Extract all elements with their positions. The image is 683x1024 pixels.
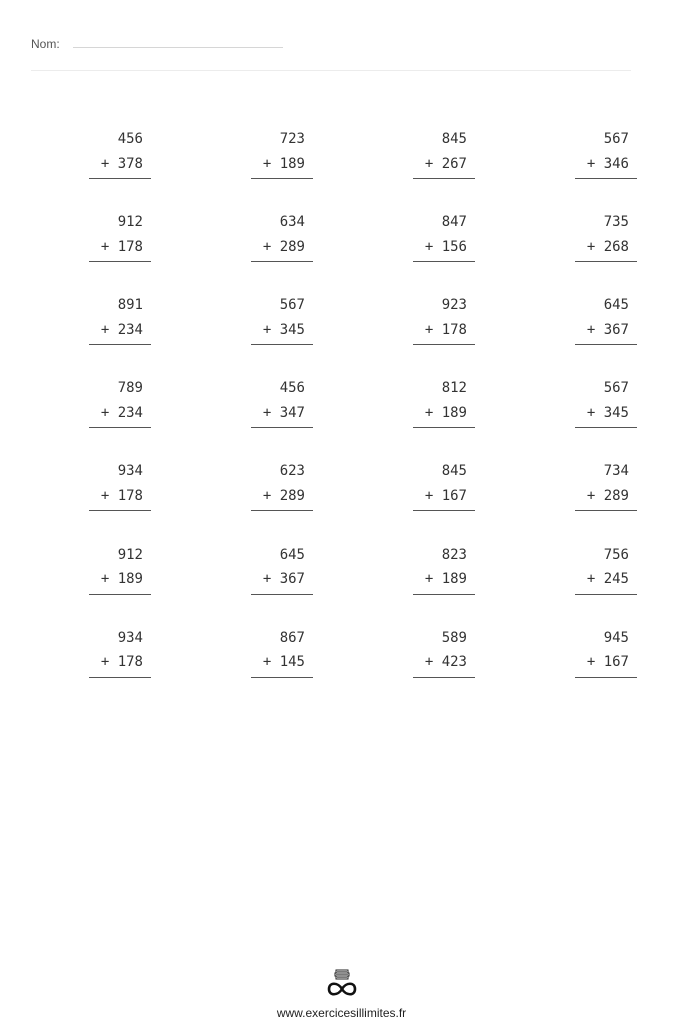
first-addend: 789 xyxy=(117,380,143,397)
sum-line xyxy=(251,178,313,179)
second-addend: 367 xyxy=(603,321,629,338)
first-addend: 734 xyxy=(603,463,629,480)
plus-operator: + xyxy=(424,404,434,421)
first-addend: 934 xyxy=(117,629,143,646)
first-addend: 845 xyxy=(441,463,467,480)
first-addend: 634 xyxy=(279,214,305,231)
first-addend: 823 xyxy=(441,546,467,563)
sum-line xyxy=(575,261,637,262)
sum-line xyxy=(251,261,313,262)
plus-operator: + xyxy=(262,571,272,587)
second-addend-row xyxy=(89,235,151,260)
addition-problem xyxy=(251,376,313,428)
sum-line xyxy=(89,677,151,678)
second-addend: 178 xyxy=(117,487,143,504)
plus-operator: + xyxy=(262,321,272,338)
second-addend-row xyxy=(251,318,313,343)
second-addend-row xyxy=(89,567,151,592)
sum-line xyxy=(575,344,637,345)
addition-problem xyxy=(413,293,475,345)
addition-problem xyxy=(413,127,475,179)
first-addend: 845 xyxy=(441,131,467,147)
first-addend: 723 xyxy=(279,131,305,147)
second-addend: 378 xyxy=(117,155,143,172)
plus-operator: + xyxy=(262,155,272,172)
first-addend: 645 xyxy=(279,546,305,563)
second-addend-row xyxy=(251,152,313,177)
addition-problem xyxy=(89,543,151,595)
plus-operator: + xyxy=(100,404,110,421)
addition-problem xyxy=(89,626,151,678)
first-addend: 934 xyxy=(117,463,143,480)
sum-line xyxy=(413,261,475,262)
sum-line xyxy=(575,178,637,179)
addition-problem xyxy=(251,543,313,595)
second-addend-row xyxy=(575,401,637,426)
second-addend: 423 xyxy=(441,654,467,671)
second-addend: 189 xyxy=(441,571,467,587)
plus-operator: + xyxy=(262,654,272,671)
second-addend-row xyxy=(413,152,475,177)
second-addend-row xyxy=(89,484,151,509)
sum-line xyxy=(413,178,475,179)
plus-operator: + xyxy=(262,238,272,255)
sum-line xyxy=(251,594,313,595)
sum-line xyxy=(575,594,637,595)
second-addend-row xyxy=(413,567,475,592)
second-addend: 178 xyxy=(117,238,143,255)
plus-operator: + xyxy=(100,487,110,504)
addition-problem xyxy=(575,210,637,262)
second-addend-row xyxy=(251,235,313,260)
sum-line xyxy=(413,427,475,428)
second-addend: 178 xyxy=(117,654,143,671)
plus-operator: + xyxy=(424,321,434,338)
first-addend: 567 xyxy=(603,131,629,147)
first-addend: 756 xyxy=(603,546,629,563)
infinity-books-icon xyxy=(325,968,359,1000)
addition-problem xyxy=(251,626,313,678)
second-addend-row xyxy=(413,235,475,260)
plus-operator: + xyxy=(424,238,434,255)
addition-problem xyxy=(251,459,313,511)
plus-operator: + xyxy=(424,155,434,172)
second-addend: 345 xyxy=(603,404,629,421)
addition-problem xyxy=(413,376,475,428)
second-addend-row xyxy=(575,318,637,343)
sum-line xyxy=(413,510,475,511)
sum-line xyxy=(413,344,475,345)
footer xyxy=(0,968,683,1020)
plus-operator: + xyxy=(586,404,596,421)
second-addend-row xyxy=(413,484,475,509)
addition-problem xyxy=(575,127,637,179)
sum-line xyxy=(251,427,313,428)
second-addend-row xyxy=(251,567,313,592)
second-addend-row xyxy=(251,484,313,509)
plus-operator: + xyxy=(100,654,110,671)
plus-operator: + xyxy=(586,155,596,172)
first-addend: 623 xyxy=(279,463,305,480)
addition-problem xyxy=(575,626,637,678)
second-addend: 178 xyxy=(441,321,467,338)
first-addend: 456 xyxy=(117,131,143,147)
addition-problem xyxy=(251,210,313,262)
second-addend: 289 xyxy=(279,487,305,504)
sum-line xyxy=(413,677,475,678)
sum-line xyxy=(89,261,151,262)
addition-problem xyxy=(251,293,313,345)
second-addend-row xyxy=(575,152,637,177)
plus-operator: + xyxy=(424,654,434,671)
sum-line xyxy=(251,344,313,345)
first-addend: 567 xyxy=(603,380,629,397)
addition-problem xyxy=(575,293,637,345)
sum-line xyxy=(89,178,151,179)
second-addend-row xyxy=(89,152,151,177)
sum-line xyxy=(251,677,313,678)
second-addend: 156 xyxy=(441,238,467,255)
plus-operator: + xyxy=(262,487,272,504)
second-addend: 167 xyxy=(441,487,467,504)
first-addend: 812 xyxy=(441,380,467,397)
plus-operator: + xyxy=(100,571,110,587)
first-addend: 847 xyxy=(441,214,467,231)
sum-line xyxy=(413,594,475,595)
plus-operator: + xyxy=(262,404,272,421)
plus-operator: + xyxy=(586,571,596,587)
addition-problem xyxy=(413,210,475,262)
second-addend: 268 xyxy=(603,238,629,255)
second-addend: 289 xyxy=(603,487,629,504)
plus-operator: + xyxy=(100,238,110,255)
second-addend: 347 xyxy=(279,404,305,421)
second-addend: 245 xyxy=(603,571,629,587)
sum-line xyxy=(89,594,151,595)
second-addend-row xyxy=(89,401,151,426)
first-addend: 945 xyxy=(603,629,629,646)
addition-problem xyxy=(89,293,151,345)
first-addend: 912 xyxy=(117,546,143,563)
plus-operator: + xyxy=(586,654,596,671)
second-addend-row xyxy=(575,650,637,675)
first-addend: 891 xyxy=(117,297,143,314)
sum-line xyxy=(89,427,151,428)
first-addend: 589 xyxy=(441,629,467,646)
sum-line xyxy=(251,510,313,511)
second-addend: 189 xyxy=(117,571,143,587)
first-addend: 867 xyxy=(279,629,305,646)
addition-problem xyxy=(89,376,151,428)
second-addend-row xyxy=(89,650,151,675)
second-addend: 267 xyxy=(441,155,467,172)
plus-operator: + xyxy=(424,487,434,504)
first-addend: 735 xyxy=(603,214,629,231)
second-addend: 189 xyxy=(441,404,467,421)
addition-problem xyxy=(575,376,637,428)
plus-operator: + xyxy=(100,155,110,172)
addition-problem xyxy=(89,127,151,179)
second-addend-row xyxy=(575,235,637,260)
name-label: Nom: xyxy=(31,37,60,51)
website-url: www.exercicesillimites.fr xyxy=(276,1006,407,1020)
plus-operator: + xyxy=(424,571,434,587)
first-addend: 645 xyxy=(603,297,629,314)
first-addend: 923 xyxy=(441,297,467,314)
plus-operator: + xyxy=(586,321,596,338)
second-addend: 234 xyxy=(117,404,143,421)
second-addend-row xyxy=(575,567,637,592)
second-addend-row xyxy=(251,401,313,426)
plus-operator: + xyxy=(100,321,110,338)
plus-operator: + xyxy=(586,238,596,255)
sum-line xyxy=(575,427,637,428)
addition-problem xyxy=(413,459,475,511)
addition-problem xyxy=(575,459,637,511)
addition-problem xyxy=(251,127,313,179)
second-addend: 367 xyxy=(279,571,305,587)
second-addend-row xyxy=(575,484,637,509)
second-addend-row xyxy=(413,318,475,343)
second-addend: 289 xyxy=(279,238,305,255)
addition-problem xyxy=(89,459,151,511)
second-addend: 234 xyxy=(117,321,143,338)
second-addend: 189 xyxy=(279,155,305,172)
second-addend-row xyxy=(413,401,475,426)
plus-operator: + xyxy=(586,487,596,504)
second-addend-row xyxy=(89,318,151,343)
second-addend: 145 xyxy=(279,654,305,671)
second-addend: 346 xyxy=(603,155,629,172)
sum-line xyxy=(89,510,151,511)
sum-line xyxy=(575,677,637,678)
first-addend: 912 xyxy=(117,214,143,231)
second-addend: 345 xyxy=(279,321,305,338)
second-addend-row xyxy=(251,650,313,675)
sum-line xyxy=(89,344,151,345)
first-addend: 567 xyxy=(279,297,305,314)
second-addend: 167 xyxy=(603,654,629,671)
addition-problem xyxy=(413,626,475,678)
addition-problem xyxy=(575,543,637,595)
addition-problem xyxy=(413,543,475,595)
addition-problem xyxy=(89,210,151,262)
second-addend-row xyxy=(413,650,475,675)
sum-line xyxy=(575,510,637,511)
first-addend: 456 xyxy=(279,380,305,397)
